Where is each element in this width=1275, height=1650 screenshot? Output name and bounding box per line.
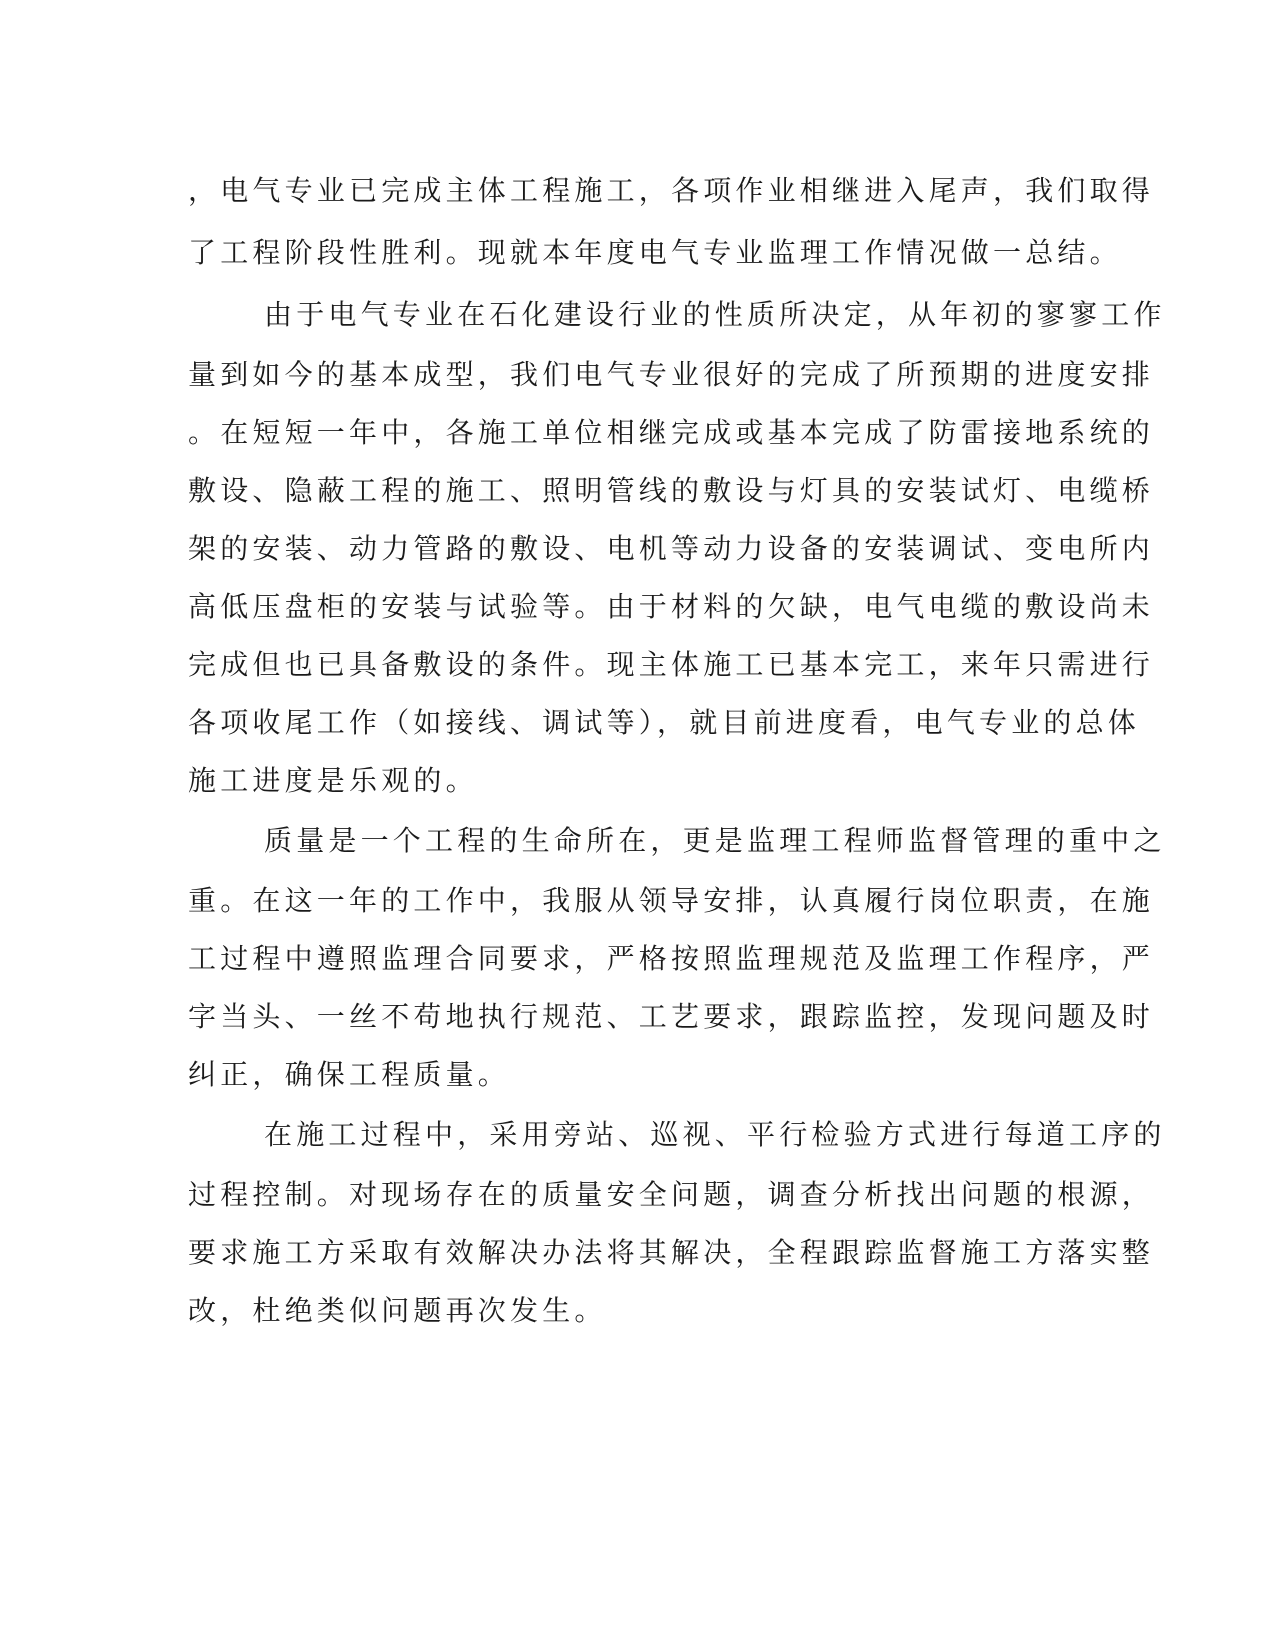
paragraph-line: 。在短短一年中，各施工单位相继完成或基本完成了防雷接地系统的 xyxy=(188,416,1155,449)
paragraph-line: 改，杜绝类似问题再次发生。 xyxy=(188,1294,607,1327)
paragraph-line: 量到如今的基本成型，我们电气专业很好的完成了所预期的进度安排 xyxy=(188,358,1155,391)
paragraph-line: 由于电气专业在石化建设行业的性质所决定，从年初的寥寥工作 xyxy=(264,298,1166,331)
paragraph-line: 重。在这一年的工作中，我服从领导安排，认真履行岗位职责，在施 xyxy=(188,884,1155,917)
paragraph-line: 工过程中遵照监理合同要求，严格按照监理规范及监理工作程序，严 xyxy=(188,942,1155,975)
paragraph-line: 各项收尾工作（如接线、调试等），就目前进度看，电气专业的总体 xyxy=(188,706,1141,739)
paragraph-line: 施工进度是乐观的。 xyxy=(188,764,478,797)
paragraph-line: 要求施工方采取有效解决办法将其解决，全程跟踪监督施工方落实整 xyxy=(188,1236,1155,1269)
paragraph-line: 完成但也已具备敷设的条件。现主体施工已基本完工，来年只需进行 xyxy=(188,648,1155,681)
paragraph-line: 敷设、隐蔽工程的施工、照明管线的敷设与灯具的安装试灯、电缆桥 xyxy=(188,474,1155,507)
paragraph-line: ，电气专业已完成主体工程施工，各项作业相继进入尾声，我们取得 xyxy=(188,174,1155,207)
paragraph-line: 在施工过程中，采用旁站、巡视、平行检验方式进行每道工序的 xyxy=(264,1118,1166,1151)
paragraph-line: 质量是一个工程的生命所在，更是监理工程师监督管理的重中之 xyxy=(264,824,1166,857)
paragraph-1 xyxy=(188,160,1155,284)
paragraph-line: 字当头、一丝不苟地执行规范、工艺要求，跟踪监控，发现问题及时 xyxy=(188,1000,1155,1033)
paragraph-line: 过程控制。对现场存在的质量安全问题，调查分析找出问题的根源， xyxy=(188,1178,1155,1211)
paragraph-line: 架的安装、动力管路的敷设、电机等动力设备的安装调试、变电所内 xyxy=(188,532,1155,565)
paragraph-line: 纠正，确保工程质量。 xyxy=(188,1058,511,1091)
paragraph-2 xyxy=(188,284,1166,810)
document-body xyxy=(188,160,1166,1340)
paragraph-line: 了工程阶段性胜利。现就本年度电气专业监理工作情况做一总结。 xyxy=(188,236,1122,269)
paragraph-line: 高低压盘柜的安装与试验等。由于材料的欠缺，电气电缆的敷设尚未 xyxy=(188,590,1155,623)
paragraph-3 xyxy=(188,810,1166,1104)
paragraph-4 xyxy=(188,1104,1166,1340)
